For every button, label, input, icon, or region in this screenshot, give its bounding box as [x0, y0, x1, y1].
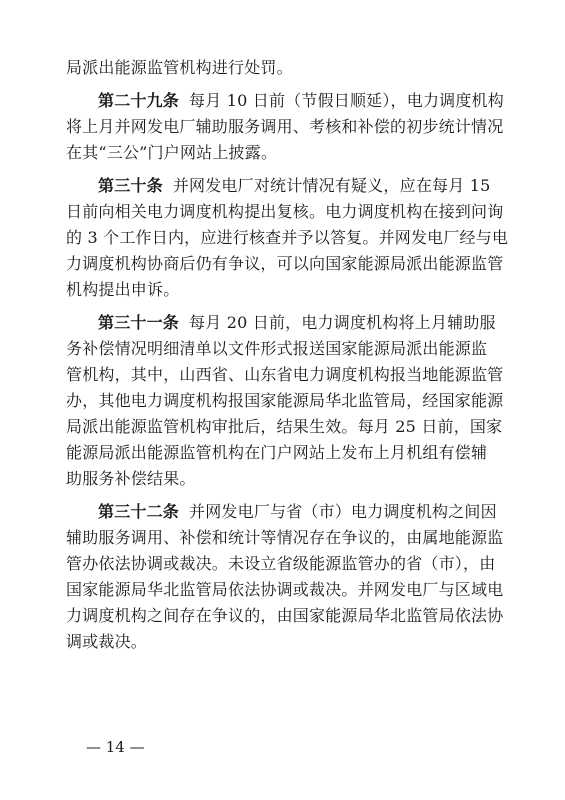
article-heading: 第二十九条 [98, 91, 180, 110]
article-text-line: 管办依法协调或裁决。未设立省级能源监管办的省（市），由 [66, 554, 496, 573]
document-body [66, 55, 509, 655]
article-text-line: 的 3 个工作日内，应进行核查并予以答复。并网发电厂经与电 [66, 228, 509, 247]
article-text-line: 将上月并网发电厂辅助服务调用、考核和补偿的初步统计情况 [66, 117, 504, 136]
article-text-line: 并网发电厂与省（市）电力调度机构之间因 [189, 502, 497, 521]
article-text-line: 机构提出申诉。 [66, 280, 180, 299]
article-text-line: 调或裁决。 [66, 632, 148, 651]
article-32 [66, 499, 504, 655]
article-text-line: 并网发电厂对统计情况有疑义，应在每月 15 [172, 176, 491, 195]
article-text-line: 局派出能源监管机构审批后，结果生效。每月 25 日前，国家 [66, 417, 503, 436]
page-number: — 14 — [86, 738, 145, 756]
article-heading: 第三十条 [98, 176, 163, 195]
article-text-line: 在其“三公”门户网站上披露。 [66, 143, 278, 162]
article-30 [66, 173, 509, 303]
article-text-line: 日前向相关电力调度机构提出复核。电力调度机构在接到问询 [66, 202, 504, 221]
article-text-line: 管机构，其中，山西省、山东省电力调度机构报当地能源监管 [66, 365, 504, 384]
article-text-line: 能源局派出能源监管机构在门户网站上发布上月机组有偿辅 [66, 443, 488, 462]
article-text-line: 助服务补偿结果。 [66, 469, 196, 488]
article-text-line: 办，其他电力调度机构报国家能源局华北监管局，经国家能源 [66, 391, 504, 410]
article-text-line: 力调度机构之间存在争议的，由国家能源局华北监管局依法协 [66, 606, 504, 625]
intro-line: 局派出能源监管机构进行处罚。 [66, 58, 293, 77]
article-text-line: 辅助服务调用、补偿和统计等情况存在争议的，由属地能源监 [66, 528, 504, 547]
article-heading: 第三十二条 [98, 502, 180, 521]
article-heading: 第三十一条 [98, 313, 180, 332]
article-31 [66, 310, 504, 492]
article-text-line: 每月 10 日前（节假日顺延），电力调度机构 [189, 91, 504, 110]
article-text-line: 力调度机构协商后仍有争议，可以向国家能源局派出能源监管 [66, 254, 504, 273]
article-text-line: 每月 20 日前，电力调度机构将上月辅助服 [189, 313, 496, 332]
article-text-line: 务补偿情况明细清单以文件形式报送国家能源局派出能源监 [66, 339, 488, 358]
article-29 [66, 88, 504, 166]
article-text-line: 国家能源局华北监管局依法协调或裁决。并网发电厂与区域电 [66, 580, 504, 599]
